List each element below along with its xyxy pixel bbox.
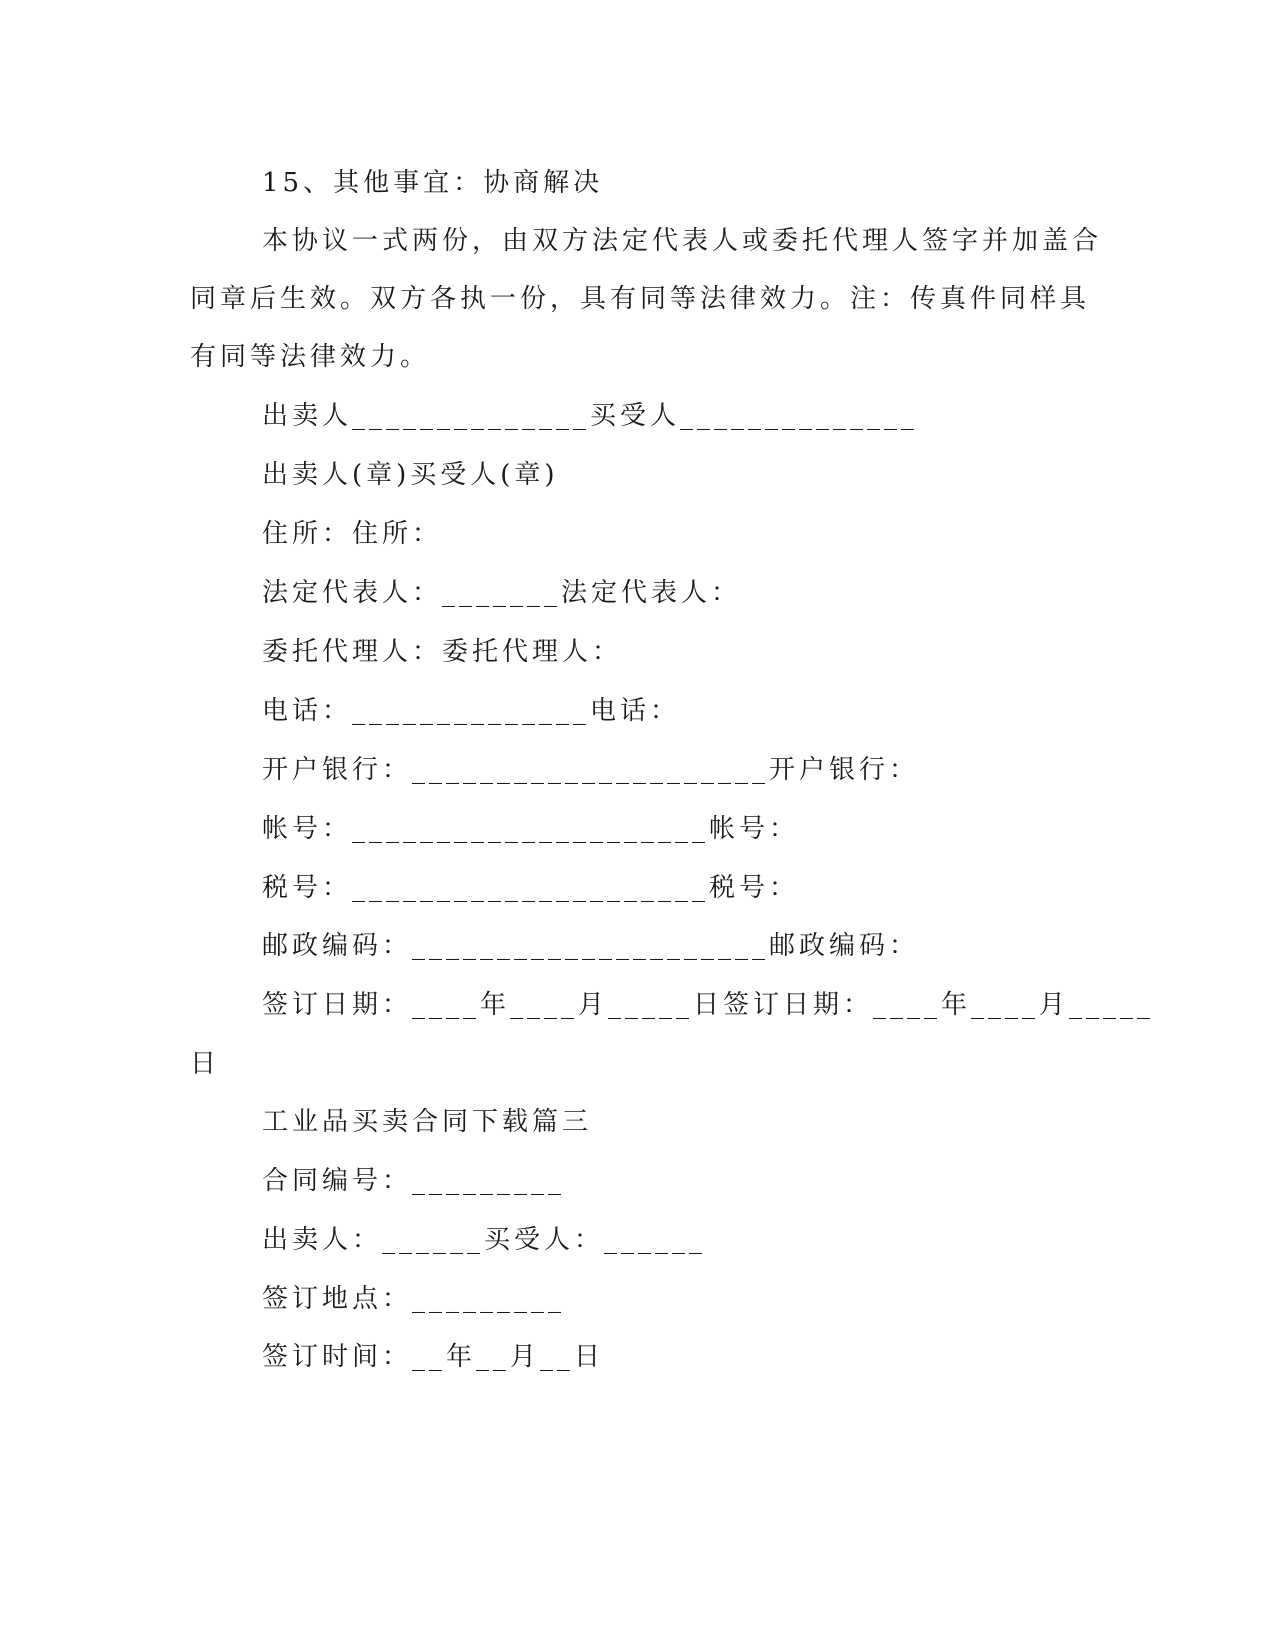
clause-15-line: 15、其他事宜：协商解决 (262, 168, 604, 198)
agreement-paragraph-line-1: 本协议一式两份，由双方法定代表人或委托代理人签字并加盖合 (262, 226, 1103, 256)
signing-date-line: 签订日期：____年____月_____日签订日期：____年____月_____ (262, 990, 1155, 1020)
legal-representative-line: 法定代表人：_______法定代表人： (262, 578, 742, 608)
agreement-paragraph-line-3: 有同等法律效力。 (190, 342, 431, 372)
authorized-agent-line: 委托代理人：委托代理人： (262, 637, 623, 667)
signing-place-line: 签订地点：_________ (262, 1284, 566, 1314)
agreement-paragraph-line-2: 同章后生效。双方各执一份，具有同等法律效力。注：传真件同样具 (190, 284, 1091, 314)
phone-line: 电话：______________电话： (262, 696, 681, 726)
signing-date-continuation: 日 (190, 1049, 221, 1079)
bank-line: 开户银行：_____________________开户银行： (262, 755, 920, 785)
signing-time-line: 签订时间：__年__月__日 (262, 1342, 605, 1372)
section-heading: 工业品买卖合同下载篇三 (262, 1107, 593, 1137)
address-line: 住所：住所： (262, 519, 443, 549)
postal-code-line: 邮政编码：_____________________邮政编码： (262, 931, 920, 961)
account-number-line: 帐号：_____________________帐号： (262, 814, 800, 844)
tax-number-line: 税号：_____________________税号： (262, 873, 800, 903)
seller-buyer-line: 出卖人：______买受人：______ (262, 1225, 707, 1255)
contract-number-line: 合同编号：_________ (262, 1166, 566, 1196)
seller-buyer-signature-line: 出卖人______________买受人______________ (262, 401, 919, 431)
seal-line: 出卖人(章)买受人(章) (262, 460, 559, 490)
